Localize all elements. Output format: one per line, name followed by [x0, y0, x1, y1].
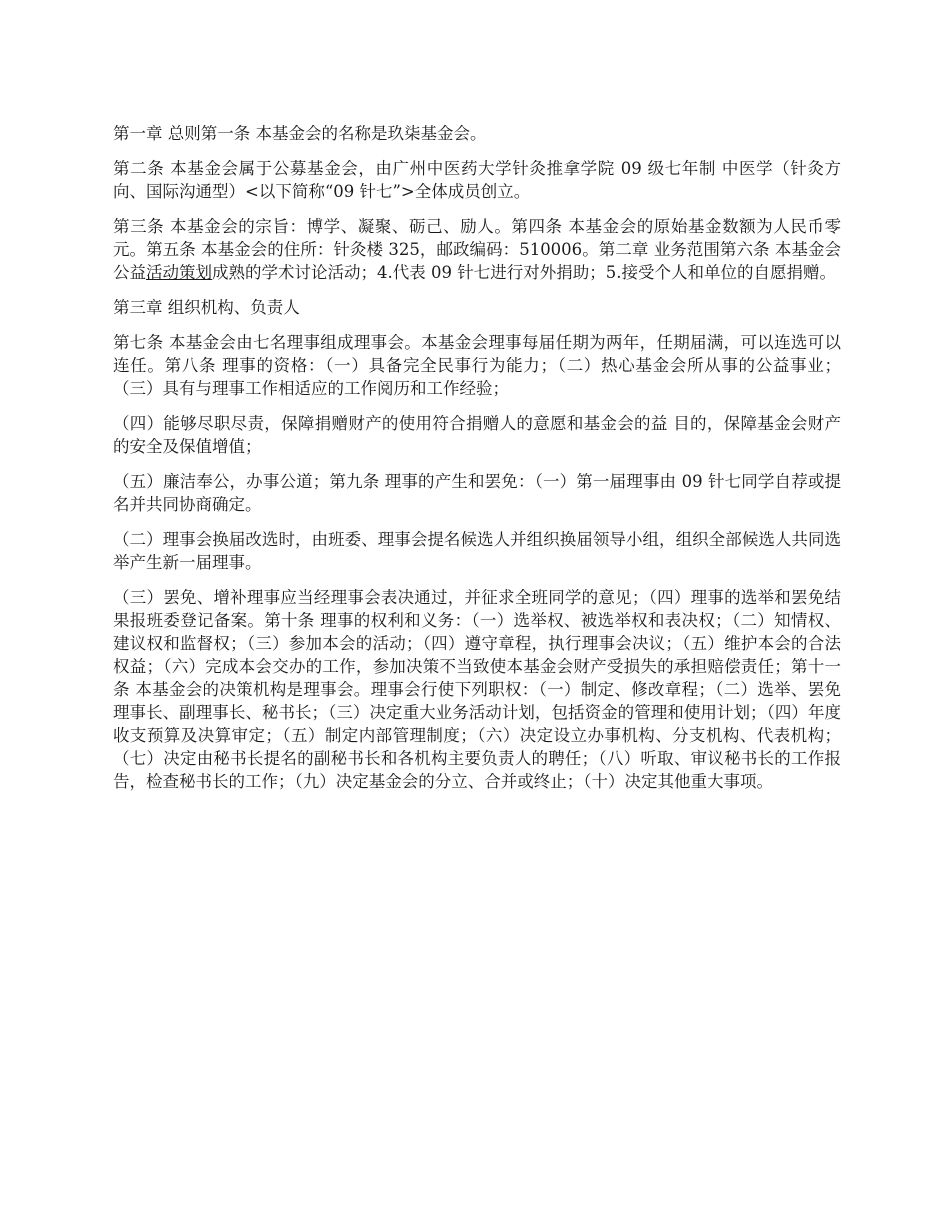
paragraph-chapter-3-heading: 第三章 组织机构、负责人 [113, 298, 300, 317]
paragraph-text-after-link: 成熟的学术讨论活动；4.代表 09 针七进行对外捐助；5.接受个人和单位的自愿捐赠。 [212, 263, 836, 282]
paragraph-chapter-1-article-1: 第一章 总则第一条 本基金会的名称是玖柒基金会。 [113, 124, 487, 143]
paragraph-articles-10-11: （三）罢免、增补理事应当经理事会表决通过，并征求全班同学的意见；（四）理事的选举和罢免结果报班委登记备案。第十条 理事的权利和义务：（一）选举权、被选举权和表决权；（二）知情权、建议权和监督权；（三）参加本会的活动；（四）遵守章程，执行理事会决议；（五）维护本会的合法权益；（六）完成本会交办的工作，参加决策不当致使本基金会财产受损失的承担赔偿责任；第十一条 本基金会的决策机构是理事会。理事会行使下列职权：（一）制定、修改章程；（二）选举、罢免理事长、副理事长、秘书长；（三）决定重大业务活动计划，包括资金的管理和使用计划；（四）年度收支预算及决算审定；（五）制定内部管理制度；（六）决定设立办事机构、分支机构、代表机构；（七）决定由秘书长提名的副秘书长和各机构主要负责人的聘任；（八）听取、审议秘书长的工作报告，检查秘书长的工作；（九）决定基金会的分立、合并或终止；（十）决定其他重大事项。 [113, 588, 841, 791]
paragraph-qualification-5-article-9: （五）廉洁奉公，办事公道；第九条 理事的产生和罢免：（一）第一届理事由 09 针七同学自荐或提名并共同协商确定。 [113, 472, 841, 514]
document-body [113, 122, 841, 805]
paragraph-article-2: 第二条 本基金会属于公募基金会，由广州中医药大学针灸推拿学院 09 级七年制 中医学（针灸方向、国际沟通型）<以下简称“09 针七”>全体成员创立。 [113, 159, 841, 201]
paragraph-article-7-8: 第七条 本基金会由七名理事组成理事会。本基金会理事每届任期为两年，任期届满，可以连选可以连任。第八条 理事的资格：（一）具备完全民事行为能力；（二）热心基金会所从事的公益事业；（三）具有与理事工作相适应的工作阅历和工作经验； [113, 333, 841, 398]
paragraph-qualification-4: （四）能够尽职尽责，保障捐赠财产的使用符合捐赠人的意愿和基金会的益 目的，保障基金会财产的安全及保值增值； [113, 414, 841, 456]
paragraph-article-3-to-6 [113, 215, 841, 284]
paragraph-reelection: （二）理事会换届改选时，由班委、理事会提名候选人并组织换届领导小组，组织全部候选人共同选举产生新一届理事。 [113, 530, 841, 572]
activity-planning-link[interactable]: 活动策划 [146, 263, 212, 282]
paragraph-text-before-link: 第三条 本基金会的宗旨：博学、凝聚、砺己、励人。第四条 本基金会的原始基金数额为人民币零元。第五条 本基金会的住所：针灸楼 325，邮政编码：510006。第二章 业务范围第六条 本基金会公益 [113, 217, 841, 282]
